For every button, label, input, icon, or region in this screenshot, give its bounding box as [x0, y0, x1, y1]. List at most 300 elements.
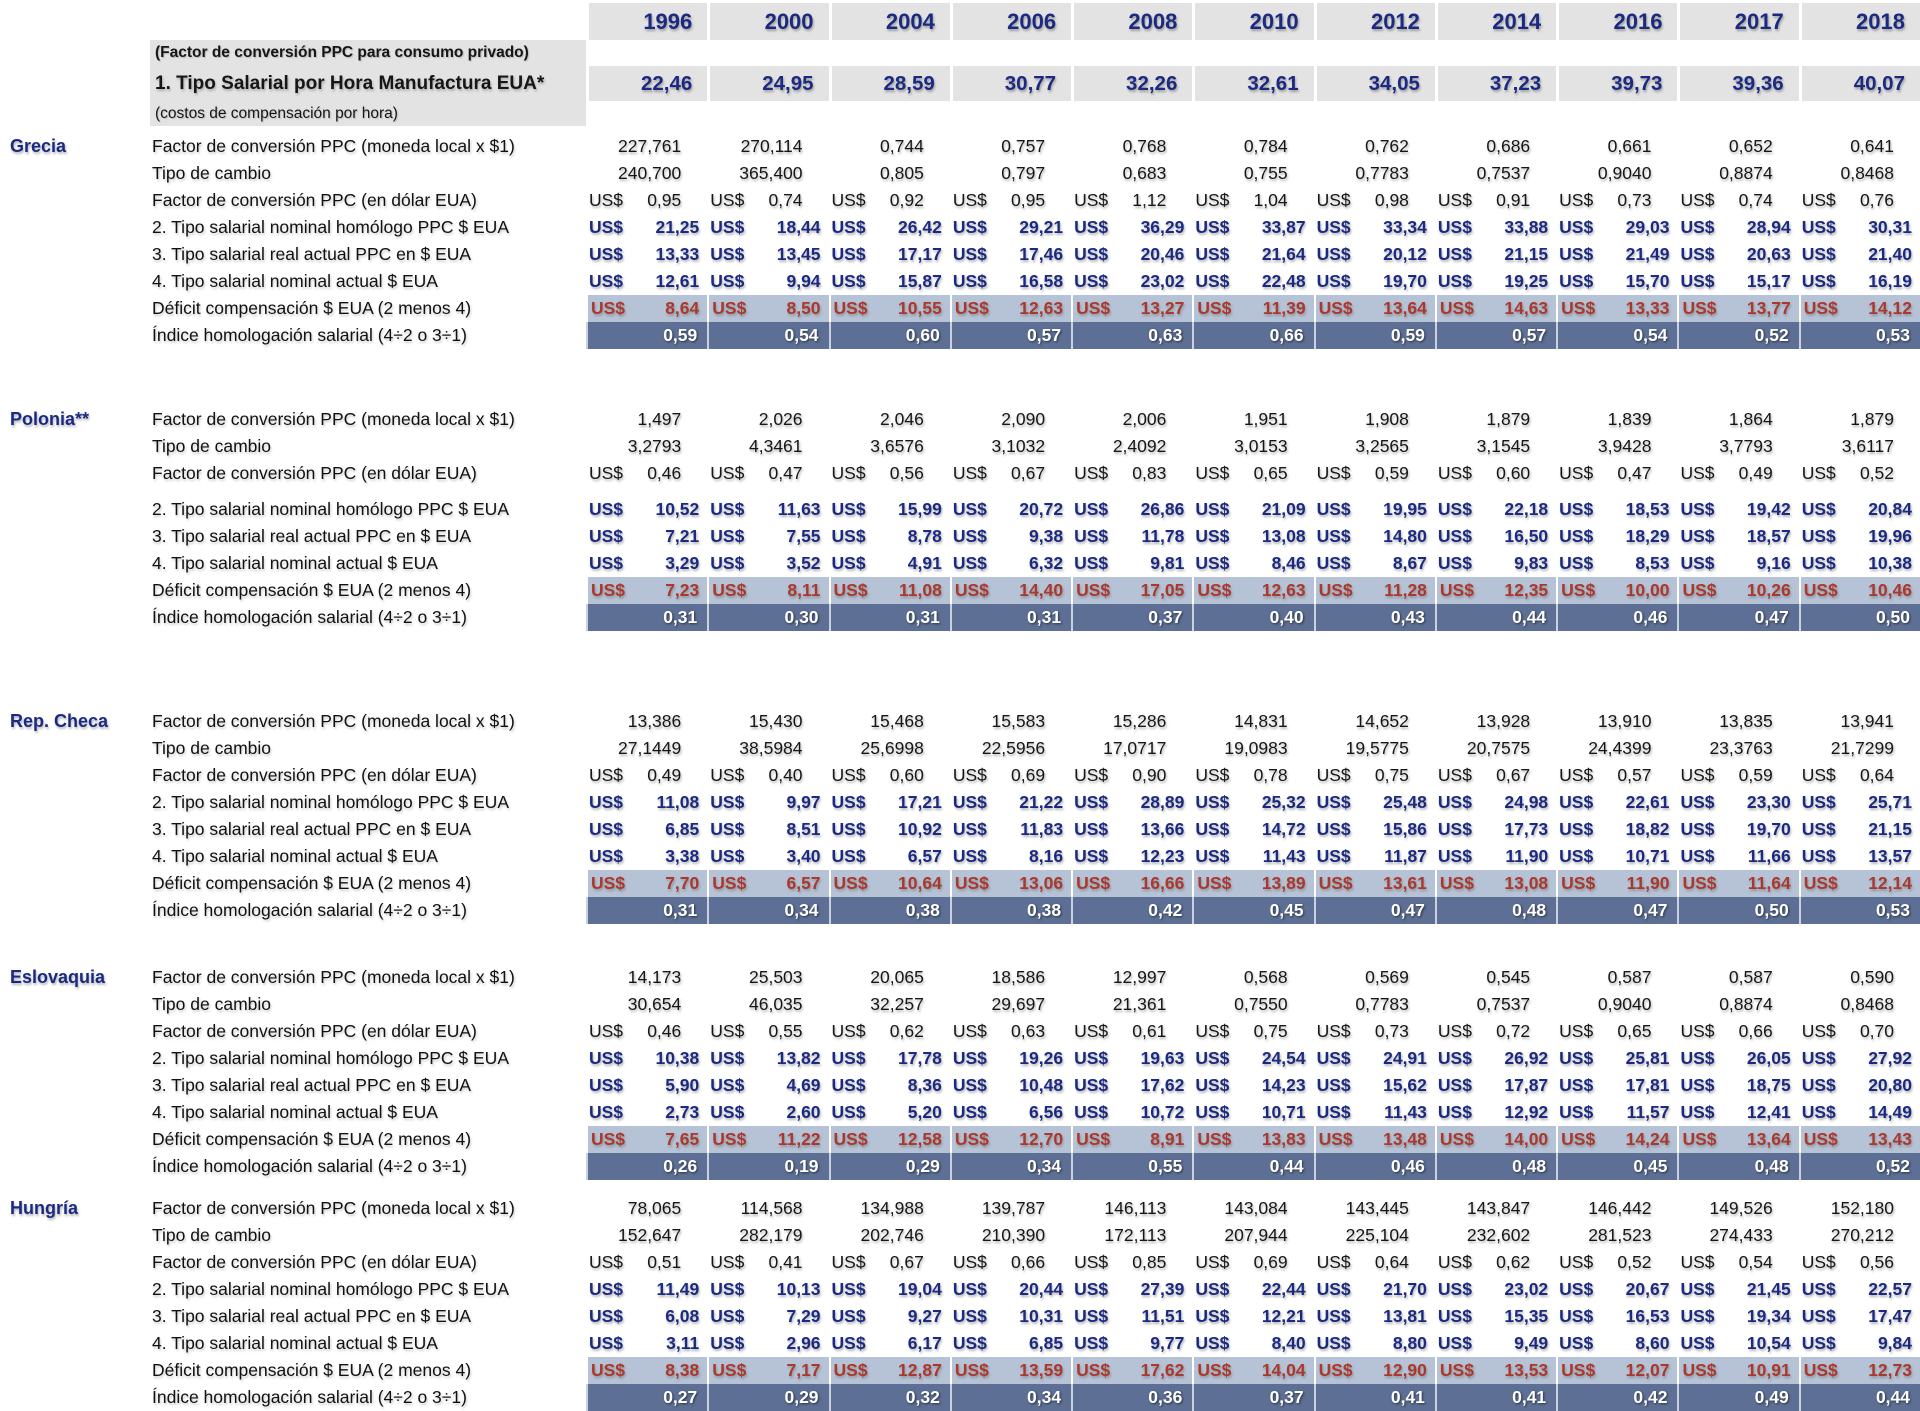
- row-label: Déficit compensación $ EUA (2 menos 4): [152, 1129, 472, 1149]
- cell-value: 0,92: [889, 190, 924, 210]
- currency-prefix: US$: [1682, 1129, 1717, 1149]
- cell-value: 25,81: [1625, 1048, 1670, 1068]
- cell-value: 114,568: [740, 1198, 803, 1218]
- data-cell: [1799, 433, 1920, 460]
- us-wage-value-cell: 39,36: [1677, 66, 1798, 101]
- table-row-tipo_cambio: [0, 433, 1920, 460]
- data-cell: [950, 214, 1071, 241]
- currency-prefix: US$: [591, 1360, 626, 1380]
- data-cell: [1314, 789, 1435, 816]
- data-cell: [829, 1357, 950, 1384]
- row-label: Factor de conversión PPC (moneda local x $1): [152, 967, 515, 987]
- table-row-ppc_dolar: [0, 187, 1920, 214]
- currency-prefix: US$: [1680, 217, 1715, 237]
- table-row-real_actual: [0, 523, 1920, 550]
- currency-prefix: US$: [1074, 1252, 1109, 1272]
- data-cell: [707, 816, 828, 843]
- data-cell: [1192, 1222, 1313, 1249]
- currency-prefix: US$: [1801, 1021, 1836, 1041]
- data-cell: [1556, 214, 1677, 241]
- currency-prefix: US$: [1437, 1075, 1472, 1095]
- data-cell: [1071, 433, 1192, 460]
- data-cell: [1314, 214, 1435, 241]
- currency-prefix: US$: [1801, 553, 1836, 573]
- cell-value: 17,87: [1504, 1075, 1549, 1095]
- currency-prefix: US$: [1680, 1306, 1715, 1326]
- cell-value: 0,42: [1148, 900, 1183, 920]
- us-wage-note: (costos de compensación por hora): [150, 101, 586, 126]
- cell-value: 0,31: [663, 607, 698, 627]
- cell-value: 17,21: [898, 792, 942, 812]
- country-name: [0, 1384, 150, 1411]
- cell-value: 12,70: [1019, 1129, 1064, 1149]
- cell-value: 19,34: [1746, 1306, 1791, 1326]
- data-cell: [1314, 406, 1435, 433]
- currency-prefix: US$: [1316, 846, 1351, 866]
- country-name: [0, 1153, 150, 1180]
- cell-value: 0,52: [1875, 1156, 1910, 1176]
- cell-value: 14,80: [1383, 526, 1427, 546]
- data-cell: [1071, 991, 1192, 1018]
- data-cell: [1799, 550, 1920, 577]
- currency-prefix: US$: [1559, 1075, 1594, 1095]
- currency-prefix: US$: [1559, 553, 1594, 573]
- data-cell: [1799, 1018, 1920, 1045]
- data-cell: [1677, 735, 1798, 762]
- cell-value: 0,590: [1850, 967, 1894, 987]
- cell-value: 0,75: [1374, 765, 1409, 785]
- data-cell: [950, 1222, 1071, 1249]
- cell-value: 1,864: [1728, 409, 1773, 429]
- data-cell: [1799, 964, 1920, 991]
- country-name: [0, 214, 150, 241]
- data-cell: [1314, 1384, 1435, 1411]
- country-name: [0, 268, 150, 295]
- cell-value: 26,42: [898, 217, 942, 237]
- data-cell: [1192, 322, 1313, 349]
- cell-value: 10,13: [776, 1279, 821, 1299]
- data-cell: [1799, 870, 1920, 897]
- cell-value: 2,96: [786, 1333, 821, 1353]
- currency-prefix: US$: [952, 1252, 987, 1272]
- currency-prefix: US$: [1801, 217, 1836, 237]
- table-row-homologo: [0, 214, 1920, 241]
- cell-value: 1,497: [637, 409, 682, 429]
- currency-prefix: US$: [1195, 1333, 1230, 1353]
- country-name: [0, 577, 150, 604]
- data-cell: [1071, 187, 1192, 214]
- cell-value: 14,12: [1868, 298, 1912, 318]
- cell-value: 3,38: [665, 846, 700, 866]
- currency-prefix: US$: [1195, 1075, 1230, 1095]
- data-cell: [1677, 241, 1798, 268]
- data-cell: [586, 133, 707, 160]
- cell-value: 29,697: [991, 994, 1046, 1014]
- table-row-ppc_dolar: [0, 460, 1920, 487]
- cell-value: 0,49: [1754, 1387, 1789, 1407]
- row-label: Déficit compensación $ EUA (2 menos 4): [152, 580, 472, 600]
- data-cell: [829, 762, 950, 789]
- cell-value: 14,23: [1261, 1075, 1306, 1095]
- table-row-real_actual: [0, 816, 1920, 843]
- data-cell: [1677, 1357, 1798, 1384]
- currency-prefix: US$: [952, 1048, 987, 1068]
- cell-value: 0,70: [1859, 1021, 1894, 1041]
- data-cell: [1314, 523, 1435, 550]
- data-cell: [586, 1249, 707, 1276]
- table-row-homologo: [0, 1045, 1920, 1072]
- data-cell: [1556, 1072, 1677, 1099]
- data-cell: [1314, 1276, 1435, 1303]
- cell-value: 14,173: [627, 967, 682, 987]
- data-cell: [1071, 843, 1192, 870]
- data-cell: [1677, 523, 1798, 550]
- data-cell: [950, 1045, 1071, 1072]
- data-cell: [1435, 897, 1556, 924]
- cell-value: 270,212: [1830, 1225, 1894, 1245]
- data-cell: [1071, 1330, 1192, 1357]
- cell-value: 9,81: [1150, 553, 1185, 573]
- data-cell: [1192, 1276, 1313, 1303]
- currency-prefix: US$: [1803, 1360, 1838, 1380]
- cell-value: 0,652: [1728, 136, 1773, 156]
- data-cell: [829, 241, 950, 268]
- currency-prefix: US$: [1801, 1252, 1836, 1272]
- data-cell: [1556, 604, 1677, 631]
- data-cell: [950, 133, 1071, 160]
- cell-value: 0,44: [1875, 1387, 1910, 1407]
- data-cell: [1435, 604, 1556, 631]
- cell-value: 8,50: [786, 298, 821, 318]
- cell-value: 16,19: [1868, 271, 1912, 291]
- cell-value: 143,847: [1466, 1198, 1531, 1218]
- cell-value: 16,58: [1019, 271, 1064, 291]
- cell-value: 12,35: [1504, 580, 1549, 600]
- data-cell: [950, 604, 1071, 631]
- currency-prefix: US$: [1801, 1333, 1836, 1353]
- currency-prefix: US$: [1559, 463, 1594, 483]
- cell-value: 0,57: [1617, 765, 1652, 785]
- currency-prefix: US$: [710, 526, 745, 546]
- data-cell: [950, 1126, 1071, 1153]
- cell-value: 143,445: [1345, 1198, 1409, 1218]
- currency-prefix: US$: [589, 553, 624, 573]
- currency-prefix: US$: [710, 244, 745, 264]
- row-label: 4. Tipo salarial nominal actual $ EUA: [152, 846, 438, 866]
- data-cell: [1799, 322, 1920, 349]
- data-cell: [1435, 1018, 1556, 1045]
- cell-value: 3,1545: [1476, 436, 1531, 456]
- cell-value: 0,56: [1859, 1252, 1894, 1272]
- data-cell: [1071, 214, 1192, 241]
- data-cell: [707, 1357, 828, 1384]
- data-cell: [1192, 1153, 1313, 1180]
- data-cell: [586, 735, 707, 762]
- data-cell: [1677, 1303, 1798, 1330]
- currency-prefix: US$: [591, 580, 626, 600]
- data-cell: [1314, 241, 1435, 268]
- row-label: Factor de conversión PPC (moneda local x $1): [152, 1198, 515, 1218]
- data-cell: [586, 496, 707, 523]
- currency-prefix: US$: [1680, 526, 1715, 546]
- cell-value: 13,06: [1019, 873, 1064, 893]
- row-label: 4. Tipo salarial nominal actual $ EUA: [152, 1333, 438, 1353]
- currency-prefix: US$: [1074, 1021, 1109, 1041]
- data-cell: [707, 1072, 828, 1099]
- data-cell: [950, 735, 1071, 762]
- data-cell: [1435, 433, 1556, 460]
- data-cell: [1435, 1384, 1556, 1411]
- cell-value: 19,0983: [1224, 738, 1288, 758]
- data-cell: [707, 1249, 828, 1276]
- cell-value: 12,87: [898, 1360, 942, 1380]
- cell-value: 5,90: [665, 1075, 700, 1095]
- data-cell: [586, 708, 707, 735]
- cell-value: 0,59: [1738, 765, 1773, 785]
- currency-prefix: US$: [712, 298, 747, 318]
- data-cell: [1314, 133, 1435, 160]
- data-cell: [586, 1126, 707, 1153]
- data-cell: [1556, 133, 1677, 160]
- data-cell: [1435, 241, 1556, 268]
- currency-prefix: US$: [1074, 271, 1109, 291]
- cell-value: 11,66: [1747, 846, 1791, 866]
- cell-value: 0,9040: [1597, 994, 1652, 1014]
- data-cell: [829, 604, 950, 631]
- data-cell: [829, 295, 950, 322]
- cell-value: 0,98: [1374, 190, 1409, 210]
- currency-prefix: US$: [1682, 873, 1717, 893]
- currency-prefix: US$: [1801, 765, 1836, 785]
- currency-prefix: US$: [952, 1075, 987, 1095]
- data-cell: [829, 1072, 950, 1099]
- cell-value: 19,96: [1868, 526, 1912, 546]
- cell-value: 30,654: [627, 994, 682, 1014]
- currency-prefix: US$: [712, 1129, 747, 1149]
- cell-value: 21,45: [1746, 1279, 1791, 1299]
- data-cell: [1314, 1072, 1435, 1099]
- data-cell: [829, 964, 950, 991]
- cell-value: 10,38: [655, 1048, 700, 1068]
- data-cell: [1556, 160, 1677, 187]
- data-cell: [707, 843, 828, 870]
- data-cell: [829, 991, 950, 1018]
- currency-prefix: US$: [1680, 846, 1715, 866]
- data-cell: [1192, 1249, 1313, 1276]
- currency-prefix: US$: [1682, 298, 1717, 318]
- data-cell: [1314, 1249, 1435, 1276]
- currency-prefix: US$: [1074, 1306, 1109, 1326]
- currency-prefix: US$: [1559, 792, 1594, 812]
- cell-value: 11,39: [1262, 298, 1306, 318]
- currency-prefix: US$: [831, 1075, 866, 1095]
- currency-prefix: US$: [831, 271, 866, 291]
- country-name: [0, 496, 150, 523]
- data-cell: [1071, 897, 1192, 924]
- data-cell: [829, 843, 950, 870]
- row-label: 4. Tipo salarial nominal actual $ EUA: [152, 553, 438, 573]
- data-cell: [1192, 1384, 1313, 1411]
- cell-value: 22,61: [1625, 792, 1670, 812]
- data-cell: [586, 1357, 707, 1384]
- cell-value: 0,7537: [1476, 994, 1531, 1014]
- cell-value: 18,57: [1746, 526, 1791, 546]
- data-cell: [1799, 1072, 1920, 1099]
- data-cell: [1435, 550, 1556, 577]
- cell-value: 22,5956: [981, 738, 1046, 758]
- cell-value: 12,58: [898, 1129, 942, 1149]
- currency-prefix: US$: [1680, 1021, 1715, 1041]
- currency-prefix: US$: [589, 1279, 624, 1299]
- cell-value: 8,78: [907, 526, 942, 546]
- data-cell: [1314, 991, 1435, 1018]
- cell-value: 1,951: [1243, 409, 1288, 429]
- currency-prefix: US$: [1559, 190, 1594, 210]
- data-cell: [1799, 604, 1920, 631]
- data-cell: [1314, 1018, 1435, 1045]
- cell-value: 19,70: [1746, 819, 1791, 839]
- data-cell: [586, 322, 707, 349]
- currency-prefix: US$: [710, 1048, 745, 1068]
- currency-prefix: US$: [1801, 1306, 1836, 1326]
- currency-prefix: US$: [1316, 463, 1351, 483]
- country-block: [0, 133, 1920, 349]
- row-label: 2. Tipo salarial nominal homólogo PPC $ EUA: [152, 499, 509, 519]
- currency-prefix: US$: [589, 1102, 624, 1122]
- data-cell: [1556, 1045, 1677, 1072]
- row-label: 2. Tipo salarial nominal homólogo PPC $ EUA: [152, 1048, 509, 1068]
- currency-prefix: US$: [1195, 846, 1230, 866]
- cell-value: 0,60: [889, 765, 924, 785]
- data-cell: [1677, 1018, 1798, 1045]
- cell-value: 0,48: [1512, 900, 1547, 920]
- cell-value: 13,928: [1476, 711, 1531, 731]
- cell-value: 8,46: [1271, 553, 1306, 573]
- currency-prefix: US$: [1680, 190, 1715, 210]
- country-name: [0, 1249, 150, 1276]
- cell-value: 28,94: [1746, 217, 1791, 237]
- cell-value: 14,40: [1019, 580, 1064, 600]
- data-cell: [707, 604, 828, 631]
- data-cell: [829, 160, 950, 187]
- country-name: [0, 816, 150, 843]
- cell-value: 1,839: [1607, 409, 1652, 429]
- cell-value: 12,63: [1019, 298, 1064, 318]
- data-cell: [707, 897, 828, 924]
- data-cell: [1192, 214, 1313, 241]
- data-cell: [950, 897, 1071, 924]
- cell-value: 1,879: [1486, 409, 1531, 429]
- data-cell: [1556, 1330, 1677, 1357]
- currency-prefix: US$: [1316, 1075, 1351, 1095]
- data-cell: [1799, 1330, 1920, 1357]
- currency-prefix: US$: [952, 819, 987, 839]
- currency-prefix: US$: [831, 792, 866, 812]
- data-cell: [707, 160, 828, 187]
- data-cell: [1799, 187, 1920, 214]
- cell-value: 10,26: [1746, 580, 1791, 600]
- currency-prefix: US$: [952, 1306, 987, 1326]
- spacer: [0, 101, 150, 126]
- cell-value: 0,59: [1374, 463, 1409, 483]
- currency-prefix: US$: [1074, 1279, 1109, 1299]
- cell-value: 14,72: [1261, 819, 1306, 839]
- data-cell: [1677, 322, 1798, 349]
- data-cell: [1314, 268, 1435, 295]
- data-cell: [1556, 964, 1677, 991]
- data-cell: [1071, 160, 1192, 187]
- currency-prefix: US$: [589, 499, 624, 519]
- cell-value: 10,91: [1746, 1360, 1791, 1380]
- cell-value: 225,104: [1345, 1225, 1409, 1245]
- cell-value: 0,797: [1001, 163, 1046, 183]
- row-label: 3. Tipo salarial real actual PPC en $ EUA: [152, 526, 472, 546]
- row-label: 3. Tipo salarial real actual PPC en $ EUA: [152, 1306, 472, 1326]
- table-row-ppc_dolar: [0, 1249, 1920, 1276]
- data-cell: [707, 1195, 828, 1222]
- cell-value: 0,755: [1243, 163, 1288, 183]
- data-cell: [1192, 1099, 1313, 1126]
- cell-value: 11,51: [1141, 1306, 1185, 1326]
- currency-prefix: US$: [1561, 580, 1596, 600]
- data-cell: [1677, 160, 1798, 187]
- cell-value: 0,48: [1754, 1156, 1789, 1176]
- data-cell: [1435, 816, 1556, 843]
- data-cell: [1556, 241, 1677, 268]
- data-cell: [707, 550, 828, 577]
- cell-value: 0,31: [1027, 607, 1062, 627]
- cell-value: 0,7783: [1355, 163, 1409, 183]
- cell-value: 17,47: [1868, 1306, 1912, 1326]
- cell-value: 0,545: [1486, 967, 1531, 987]
- data-cell: [1435, 460, 1556, 487]
- cell-value: 0,67: [1496, 765, 1531, 785]
- table-row-deficit: [0, 1357, 1920, 1384]
- cell-value: 0,65: [1253, 463, 1288, 483]
- year-header-cell: 1996: [586, 3, 707, 40]
- data-cell: [1071, 762, 1192, 789]
- data-cell: [586, 460, 707, 487]
- data-cell: [586, 523, 707, 550]
- data-cell: [586, 187, 707, 214]
- currency-prefix: US$: [710, 1279, 745, 1299]
- cell-value: 13,83: [1261, 1129, 1306, 1149]
- data-cell: [1799, 577, 1920, 604]
- cell-value: 0,91: [1496, 190, 1531, 210]
- currency-prefix: US$: [831, 499, 866, 519]
- country-name: [0, 1276, 150, 1303]
- currency-prefix: US$: [954, 580, 989, 600]
- data-cell: [1192, 964, 1313, 991]
- cell-value: 15,35: [1504, 1306, 1549, 1326]
- data-cell: [1556, 1249, 1677, 1276]
- data-cell: [586, 762, 707, 789]
- data-cell: [950, 1249, 1071, 1276]
- cell-value: 10,31: [1019, 1306, 1064, 1326]
- cell-value: 0,50: [1875, 607, 1910, 627]
- cell-value: 21,15: [1868, 819, 1912, 839]
- data-cell: [1556, 295, 1677, 322]
- data-cell: [1192, 523, 1313, 550]
- cell-value: 19,63: [1140, 1048, 1185, 1068]
- data-cell: [1677, 496, 1798, 523]
- cell-value: 0,49: [1738, 463, 1773, 483]
- data-cell: [1677, 1045, 1798, 1072]
- cell-value: 17,0717: [1103, 738, 1167, 758]
- country-name: Grecia: [10, 136, 67, 156]
- cell-value: 17,17: [898, 244, 942, 264]
- cell-value: 281,523: [1588, 1225, 1652, 1245]
